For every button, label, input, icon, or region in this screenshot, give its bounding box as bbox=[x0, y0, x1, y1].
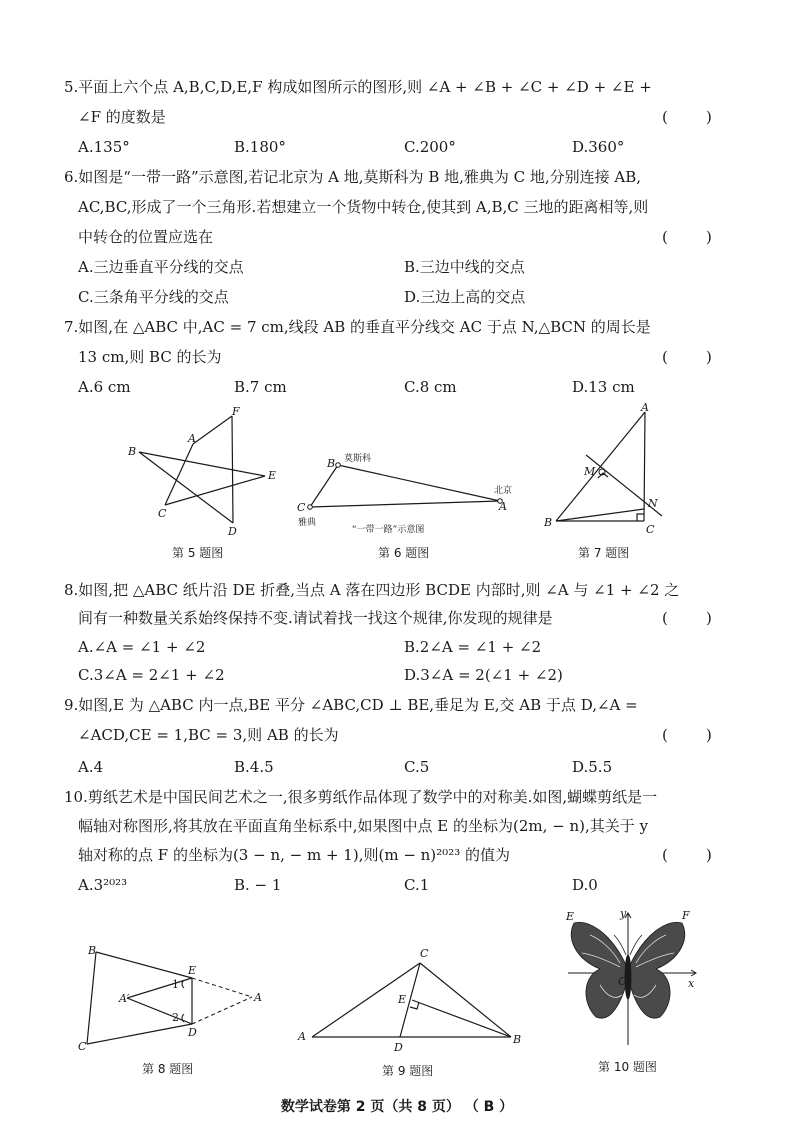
fig8-segment-ea-prime bbox=[127, 978, 192, 998]
figure-5-caption: 第 5 题图 bbox=[172, 546, 224, 560]
fig7-label-m: M bbox=[584, 465, 596, 478]
fig8-segment-cd bbox=[87, 1024, 192, 1044]
q10-answer-paren: ( ) bbox=[662, 846, 712, 864]
fig5-segment-ec bbox=[165, 476, 265, 505]
q9-option-c: C.5 bbox=[404, 758, 430, 776]
q8-option-a: A.∠A = ∠1 + ∠2 bbox=[78, 638, 206, 656]
q6-option-a: A.三边垂直平分线的交点 bbox=[78, 258, 244, 276]
fig6-segment-bc bbox=[310, 465, 338, 507]
fig8-label-e: E bbox=[188, 964, 197, 977]
fig6-label-beijing: 北京 bbox=[494, 486, 513, 496]
q5-option-b: B.180° bbox=[234, 138, 286, 156]
fig8-label-angle-2: 2 bbox=[172, 1011, 179, 1024]
fig8-dashed-da bbox=[192, 997, 252, 1024]
q10-option-a: A.3²⁰²³ bbox=[78, 876, 128, 894]
page-footer: 数学试卷第 2 页（共 8 页） （ B ） bbox=[280, 1099, 514, 1115]
q5-answer-paren: ( ) bbox=[662, 108, 712, 126]
fig8-label-a-prime: A′ bbox=[119, 992, 130, 1005]
q6-stem-line3: 中转仓的位置应选在 bbox=[78, 228, 214, 246]
fig5-label-a: A bbox=[188, 432, 196, 445]
figure-6-caption: 第 6 题图 bbox=[378, 546, 430, 560]
q9-option-d: D.5.5 bbox=[572, 758, 613, 776]
fig9-segment-be bbox=[412, 1000, 511, 1037]
fig5-segment-be bbox=[139, 452, 265, 476]
fig10-label-f: F bbox=[682, 909, 690, 922]
fig6-label-c: C bbox=[297, 501, 306, 514]
fig9-label-e: E bbox=[398, 993, 407, 1006]
fig6-label-a: A bbox=[499, 500, 507, 513]
fig10-label-o: O bbox=[618, 975, 628, 988]
figure-5-hexagram bbox=[120, 405, 280, 545]
q6-stem-line2: AC,BC,形成了一个三角形.若想建立一个货物中转仓,使其到 A,B,C 三地的距离相等,则 bbox=[78, 198, 649, 216]
fig6-label-athens: 雅典 bbox=[298, 518, 317, 528]
q6-option-c: C.三条角平分线的交点 bbox=[78, 288, 229, 306]
figure-6-belt-road bbox=[290, 445, 540, 540]
q8-stem-line2: 间有一种数量关系始终保持不变.请试着找一找这个规律,你发现的规律是 bbox=[78, 609, 553, 627]
q8-stem-line1: 8.如图,把 △ABC 纸片沿 DE 折叠,当点 A 落在四边形 BCDE 内部时,则 ∠A 与 ∠1 + ∠2 之 bbox=[64, 581, 680, 599]
fig9-segment-cb bbox=[420, 963, 511, 1037]
q6-answer-paren: ( ) bbox=[662, 228, 712, 246]
figure-8-fold bbox=[72, 940, 272, 1055]
fig6-map-title: “一带一路”示意图 bbox=[352, 525, 425, 535]
fig5-label-f: F bbox=[232, 405, 240, 418]
fig9-right-angle-mark bbox=[410, 1002, 419, 1009]
fig7-label-a: A bbox=[641, 401, 649, 414]
fig10-label-e: E bbox=[566, 910, 575, 923]
q9-stem-line2: ∠ACD,CE = 1,BC = 3,则 AB 的长为 bbox=[78, 726, 339, 744]
fig9-label-a: A bbox=[298, 1030, 306, 1043]
fig7-label-c: C bbox=[646, 523, 655, 536]
fig8-dashed-ea bbox=[192, 978, 252, 997]
q10-stem-line1: 10.剪纸艺术是中国民间艺术之一,很多剪纸作品体现了数学中的对称美.如图,蝴蝶剪纸是一 bbox=[64, 788, 658, 806]
q8-option-c: C.3∠A = 2∠1 + ∠2 bbox=[78, 666, 225, 684]
q8-option-b: B.2∠A = ∠1 + ∠2 bbox=[404, 638, 542, 656]
q9-answer-paren: ( ) bbox=[662, 726, 712, 744]
fig8-label-angle-1: 1 bbox=[172, 978, 179, 991]
fig7-segment-ac bbox=[644, 412, 645, 521]
fig6-segment-ba bbox=[338, 465, 500, 501]
q5-stem-line2: ∠F 的度数是 bbox=[78, 108, 166, 126]
fig7-label-n: N bbox=[648, 497, 658, 510]
fig5-label-b: B bbox=[128, 445, 137, 458]
figure-9-triangle bbox=[292, 945, 532, 1055]
q7-answer-paren: ( ) bbox=[662, 348, 712, 366]
fig8-label-a: A bbox=[254, 991, 262, 1004]
fig7-segment-bn bbox=[556, 509, 644, 521]
fig8-label-d: D bbox=[188, 1026, 197, 1039]
figure-7-triangle bbox=[540, 400, 670, 540]
fig7-right-angle-c bbox=[637, 514, 644, 521]
q9-option-a: A.4 bbox=[78, 758, 104, 776]
fig6-segment-ca bbox=[310, 501, 500, 507]
fig8-segment-bc bbox=[87, 952, 96, 1044]
figure-10-butterfly bbox=[560, 905, 710, 1055]
fig10-label-y: y bbox=[620, 907, 627, 920]
q10-option-b: B. − 1 bbox=[234, 876, 282, 894]
q5-option-a: A.135° bbox=[78, 138, 130, 156]
fig9-label-d: D bbox=[394, 1041, 403, 1054]
fig8-label-b: B bbox=[88, 944, 97, 957]
figure-8-caption: 第 8 题图 bbox=[142, 1062, 194, 1076]
q7-option-c: C.8 cm bbox=[404, 378, 457, 396]
fig10-label-x: x bbox=[688, 977, 695, 990]
fig5-segment-db bbox=[139, 452, 233, 523]
figure-7-caption: 第 7 题图 bbox=[578, 546, 630, 560]
q8-answer-paren: ( ) bbox=[662, 609, 712, 627]
q5-option-d: D.360° bbox=[572, 138, 625, 156]
q10-option-c: C.1 bbox=[404, 876, 430, 894]
figure-10-caption: 第 10 题图 bbox=[598, 1060, 657, 1074]
fig5-segment-fd bbox=[232, 416, 233, 523]
figure-9-caption: 第 9 题图 bbox=[382, 1064, 434, 1078]
q7-stem-line1: 7.如图,在 △ABC 中,AC = 7 cm,线段 AB 的垂直平分线交 AC 于点 N,△BCN 的周长是 bbox=[64, 318, 651, 336]
q9-stem-line1: 9.如图,E 为 △ABC 内一点,BE 平分 ∠ABC,CD ⊥ BE,垂足为 E,交 AB 于点 D,∠A = bbox=[64, 696, 638, 714]
fig5-label-e: E bbox=[268, 469, 277, 482]
q7-option-a: A.6 cm bbox=[78, 378, 131, 396]
fig7-label-b: B bbox=[544, 516, 553, 529]
fig5-segment-af bbox=[193, 416, 232, 444]
fig6-label-b: B bbox=[327, 457, 336, 470]
q8-option-d: D.3∠A = 2(∠1 + ∠2) bbox=[404, 666, 563, 684]
fig5-label-d: D bbox=[228, 525, 237, 538]
q10-option-d: D.0 bbox=[572, 876, 598, 894]
fig8-label-c: C bbox=[78, 1040, 87, 1053]
fig9-label-b: B bbox=[513, 1033, 522, 1046]
q10-stem-line3: 轴对称的点 F 的坐标为(3 − n, − m + 1),则(m − n)²⁰²³ 的值为 bbox=[78, 846, 510, 864]
q9-option-b: B.4.5 bbox=[234, 758, 274, 776]
q7-option-d: D.13 cm bbox=[572, 378, 635, 396]
q6-option-b: B.三边中线的交点 bbox=[404, 258, 525, 276]
q7-option-b: B.7 cm bbox=[234, 378, 287, 396]
fig9-label-c: C bbox=[420, 947, 429, 960]
fig5-label-c: C bbox=[158, 507, 167, 520]
fig6-label-moscow: 莫斯科 bbox=[344, 454, 372, 464]
q5-option-c: C.200° bbox=[404, 138, 456, 156]
q6-option-d: D.三边上高的交点 bbox=[404, 288, 526, 306]
q7-stem-line2: 13 cm,则 BC 的长为 bbox=[78, 348, 222, 366]
q10-stem-line2: 幅轴对称图形,将其放在平面直角坐标系中,如果图中点 E 的坐标为(2m, − n),其关于 y bbox=[78, 817, 649, 835]
q5-stem-line1: 5.平面上六个点 A,B,C,D,E,F 构成如图所示的图形,则 ∠A + ∠B + ∠C + ∠D + ∠E + bbox=[64, 78, 652, 96]
fig8-segment-be bbox=[96, 952, 192, 978]
q6-stem-line1: 6.如图是“一带一路”示意图,若记北京为 A 地,莫斯科为 B 地,雅典为 C 地,分别连接 AB, bbox=[64, 168, 642, 186]
